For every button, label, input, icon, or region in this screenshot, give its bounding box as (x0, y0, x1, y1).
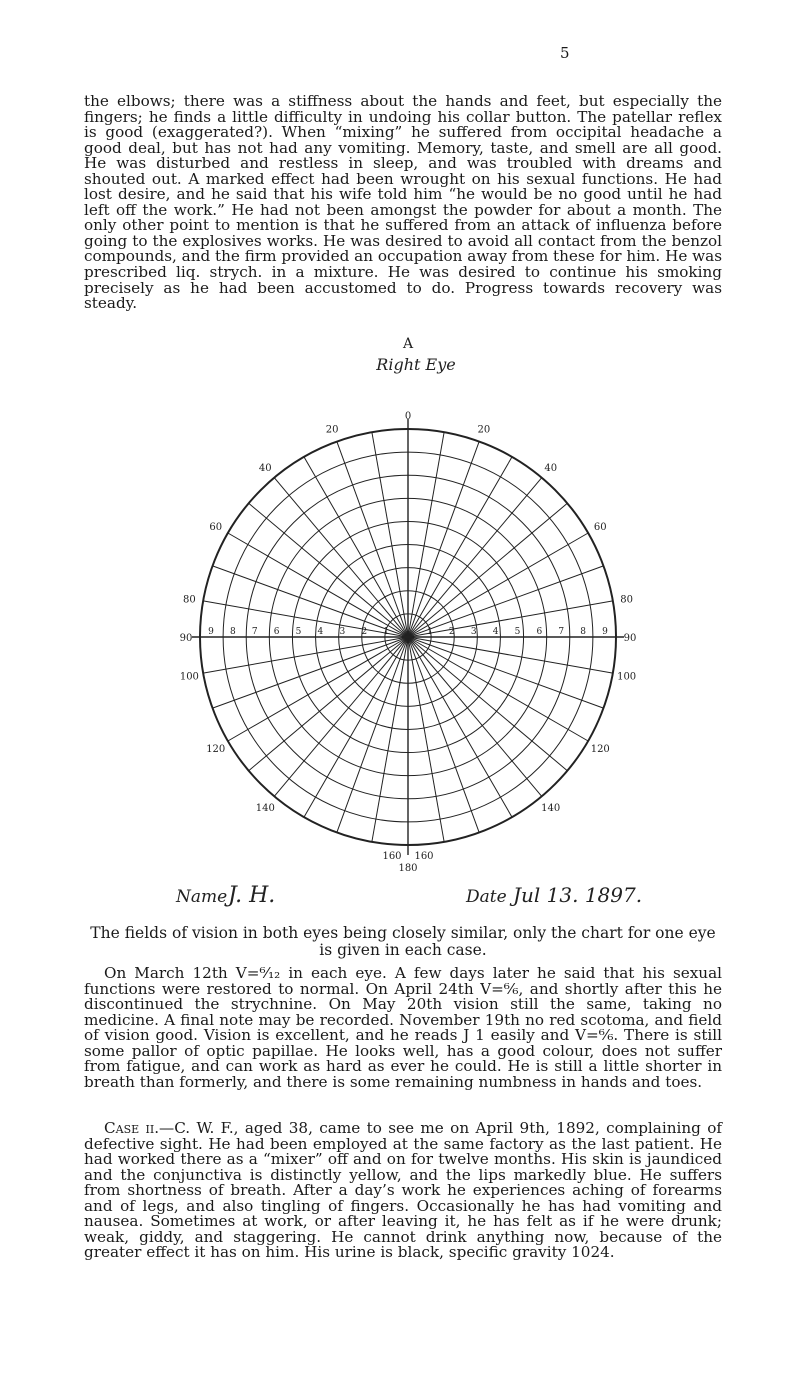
scale-label-8: 1 (383, 627, 389, 637)
meridian-label-120-left: 120 (206, 744, 226, 755)
scale-label-11: 2 (448, 627, 455, 637)
paragraph-follow-up (84, 966, 722, 1090)
paragraph-case-two (84, 1121, 722, 1261)
meridian-label-40-right: 40 (544, 462, 558, 474)
paragraph-intro: the elbows; there was a stiffness about the hands and feet, but especially the fingers; he finds a little difficulty in undoing his collar button. The patellar reflex is good (exaggerated?). When “mixing” he suffered from occipital headache a good deal, but has not had any vomiting. Memory, taste, and smell are all good. He was disturbed and restless in sleep, and was troubled with dreams and shouted out. A marked effect had been wrought on his sexual functions. He had lost desire, and he said that his wife told him “he would be no good until he had left off the work.” He had not been amongst the powder for about a month. The only other point to mention is that he suffered from an attack of influenza before going to the explosives works. He was desired to avoid all contact from the benzol compounds, and the firm provided an occupation away from these for him. He was prescribed liq. strych. in a mixture. He was desired to continue his smoking precisely as he had been accustomed to do. Progress towards recovery was steady. (84, 92, 722, 313)
scale-label-18: 9 (602, 627, 608, 637)
scale-label-16: 7 (558, 627, 565, 637)
meridian-label-180-right: 180 (398, 863, 418, 874)
meridian-label-80-left: 80 (183, 594, 196, 606)
visual-field-chart (176, 330, 643, 925)
meridian-label-100-left: 100 (179, 671, 199, 683)
scale-label-13: 4 (492, 627, 499, 637)
name-value: J. H. (228, 883, 276, 908)
scale-label-4: 5 (295, 627, 302, 637)
meridian-label-40-left: 40 (258, 462, 272, 474)
scale-label-0: 9 (208, 627, 214, 637)
meridian-label-60-left: 60 (209, 522, 223, 533)
scale-label-5: 4 (317, 627, 324, 637)
scale-label-14: 5 (514, 627, 521, 637)
meridian-label-80-right: 80 (620, 594, 633, 606)
meridian-label-0-right: 0 (404, 411, 412, 422)
meridian-label-90-left: 90 (179, 633, 193, 644)
meridian-label-60-right: 60 (593, 522, 607, 533)
meridian-label-140-left: 140 (255, 803, 275, 815)
scale-label-1: 8 (229, 627, 236, 637)
meridian-label-140-right: 140 (541, 803, 561, 815)
meridian-label-120-right: 120 (590, 744, 610, 755)
scale-label-2: 7 (251, 627, 258, 637)
scale-label-7: 2 (361, 627, 368, 637)
name-label: Name (176, 887, 228, 907)
eye-label: Right Eye (376, 355, 456, 374)
meridian-label-20-right: 20 (477, 424, 491, 436)
paragraph-case-two-text: —C. W. F., aged 38, came to see me on April 9th, 1892, complaining of defective sight. He had been employed at the same factory as the last patient. He had worked there as a “mixer” off and on for twelve months. His skin is jaundiced and the conjunctiva is distinctly yellow, and the lips markedly blue. He suffers from shortness of breath. After a day’s work he experiences aching of forearms and of legs, and also tingling of fingers. Occasionally he has had vomiting and nausea. Sometimes at work, or after leaving it, he has felt as if he were drunk; weak, giddy, and staggering. He cannot drink anything now, because of the greater effect it has on him. His urine is black, specific gravity 1024. (84, 1119, 722, 1262)
scale-label-6: 3 (339, 627, 346, 637)
figure-caption: The fields of vision in both eyes being closely similar, only the chart for one eye is given in each case. (90, 924, 716, 959)
date-value: Jul 13. 1897. (513, 883, 643, 907)
chart-letter-a: A (402, 336, 414, 352)
case-label: Case ii. (104, 1119, 160, 1137)
date-label: Date (466, 887, 507, 907)
meridian-label-160-left: 160 (382, 851, 402, 862)
scale-label-17: 8 (580, 627, 587, 637)
meridian-label-160-right: 160 (414, 851, 434, 862)
meridian-label-20-left: 20 (325, 424, 339, 436)
paragraph-follow-up-text: On March 12th V=⁶⁄₁₂ in each eye. A few days later he said that his sexual functions were restored to normal. On April 24th V=⁶⁄₆, and shortly after this he discontinued the strychnine. On May 20th vision still the same, taking no medicine. A final note may be recorded. November 19th no red scotoma, and field of vision good. Vision is excellent, and he reads J 1 easily and V=⁶⁄₆. There is still some pallor of optic papillae. He looks well, has a good colour, does not suffer from fatigue, and can work as hard as ever he could. He is still a little shorter in breath than formerly, and there is some remaining numbness in hands and toes. (84, 964, 722, 1091)
scale-label-10: 1 (427, 627, 433, 637)
page-number: 5 (560, 44, 570, 62)
scale-label-12: 3 (470, 627, 477, 637)
scale-label-15: 6 (536, 627, 543, 637)
meridian-label-90-right: 90 (623, 633, 637, 644)
scale-label-3: 6 (273, 627, 280, 637)
meridian-label-100-right: 100 (617, 671, 637, 683)
